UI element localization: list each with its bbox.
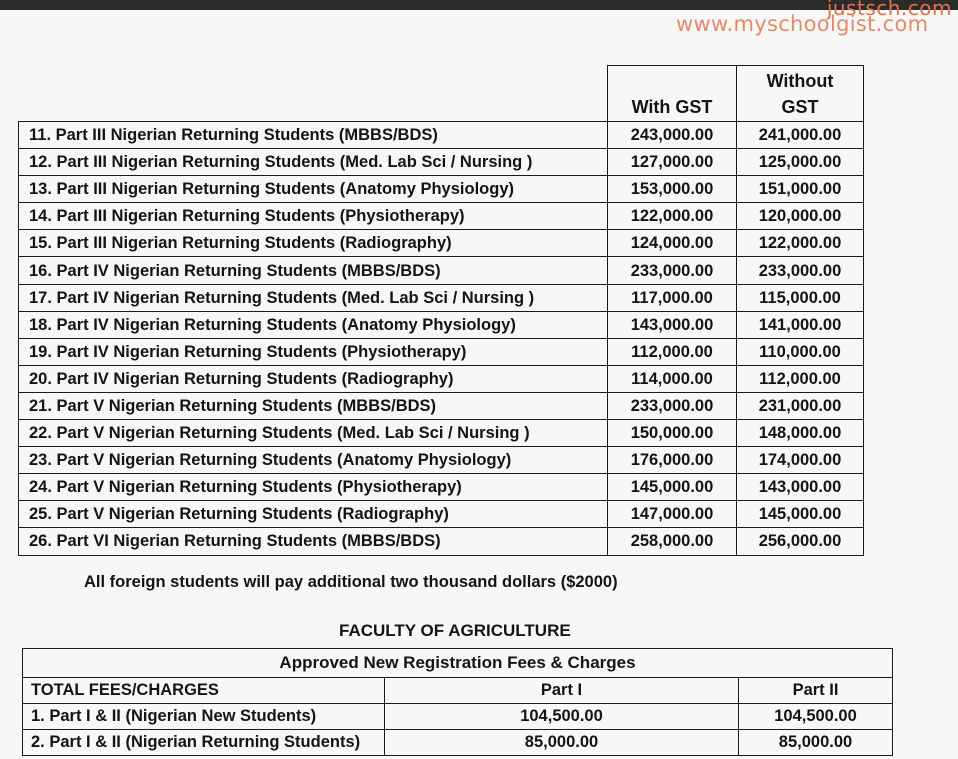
row-with-gst: 233,000.00 [608,392,737,419]
row-part-1: 104,500.00 [385,704,739,730]
row-without-gst: 110,000.00 [737,338,864,365]
row-without-gst: 145,000.00 [737,501,864,528]
header-part-2: Part II [739,678,893,704]
row-description: 19. Part IV Nigerian Returning Students (Physiotherapy) [19,338,608,365]
row-with-gst: 117,000.00 [608,284,737,311]
table-row [19,365,864,392]
header-without-gst-line2: GST [781,97,819,117]
row-with-gst: 143,000.00 [608,311,737,338]
table-row [19,284,864,311]
table-row [19,528,864,555]
agric-table-caption: Approved New Registration Fees & Charges [23,649,893,678]
table-row [19,392,864,419]
table-row [19,257,864,284]
header-blank-cell [19,66,608,122]
row-description: 16. Part IV Nigerian Returning Students (MBBS/BDS) [19,257,608,284]
table-row [19,447,864,474]
agriculture-fees-table [22,648,893,756]
header-with-gst: With GST [608,66,737,122]
row-with-gst: 243,000.00 [608,122,737,149]
row-with-gst: 112,000.00 [608,338,737,365]
table-row [19,122,864,149]
row-description: 20. Part IV Nigerian Returning Students (Radiography) [19,365,608,392]
row-without-gst: 148,000.00 [737,420,864,447]
row-without-gst: 233,000.00 [737,257,864,284]
row-description: 24. Part V Nigerian Returning Students (Physiotherapy) [19,474,608,501]
table-row [19,501,864,528]
row-description: 18. Part IV Nigerian Returning Students (Anatomy Physiology) [19,311,608,338]
table-row [19,149,864,176]
row-description: 2. Part I & II (Nigerian Returning Students) [23,730,385,756]
agric-header-row [23,678,893,704]
header-part-1: Part I [385,678,739,704]
row-with-gst: 127,000.00 [608,149,737,176]
row-with-gst: 233,000.00 [608,257,737,284]
header-total-fees: TOTAL FEES/CHARGES [23,678,385,704]
row-without-gst: 122,000.00 [737,230,864,257]
row-description: 26. Part VI Nigerian Returning Students (MBBS/BDS) [19,528,608,555]
row-with-gst: 147,000.00 [608,501,737,528]
row-with-gst: 145,000.00 [608,474,737,501]
returning-students-fees-table [18,65,864,556]
row-description: 25. Part V Nigerian Returning Students (Radiography) [19,501,608,528]
row-part-2: 85,000.00 [739,730,893,756]
top-edge-bar [0,0,958,10]
row-with-gst: 150,000.00 [608,420,737,447]
row-without-gst: 115,000.00 [737,284,864,311]
row-with-gst: 258,000.00 [608,528,737,555]
watermark-justsch: justsch.com [826,0,952,20]
table-row [19,230,864,257]
row-description: 15. Part III Nigerian Returning Students (Radiography) [19,230,608,257]
row-description: 21. Part V Nigerian Returning Students (MBBS/BDS) [19,392,608,419]
fees-header-row [19,66,864,122]
header-without-gst-line1: Without [766,71,834,91]
row-description: 22. Part V Nigerian Returning Students (Med. Lab Sci / Nursing ) [19,420,608,447]
row-description: 13. Part III Nigerian Returning Students (Anatomy Physiology) [19,176,608,203]
row-with-gst: 124,000.00 [608,230,737,257]
row-description: 17. Part IV Nigerian Returning Students (Med. Lab Sci / Nursing ) [19,284,608,311]
table-row [19,420,864,447]
row-without-gst: 120,000.00 [737,203,864,230]
table-row [23,704,893,730]
row-description: 23. Part V Nigerian Returning Students (Anatomy Physiology) [19,447,608,474]
table-row [23,730,893,756]
row-without-gst: 112,000.00 [737,365,864,392]
row-without-gst: 143,000.00 [737,474,864,501]
row-without-gst: 241,000.00 [737,122,864,149]
row-without-gst: 174,000.00 [737,447,864,474]
row-part-1: 85,000.00 [385,730,739,756]
row-description: 1. Part I & II (Nigerian New Students) [23,704,385,730]
row-part-2: 104,500.00 [739,704,893,730]
foreign-students-note: All foreign students will pay additional two thousand dollars ($2000) [84,573,618,591]
row-description: 12. Part III Nigerian Returning Students (Med. Lab Sci / Nursing ) [19,149,608,176]
agric-caption-row [23,649,893,678]
row-without-gst: 151,000.00 [737,176,864,203]
table-row [19,176,864,203]
table-row [19,474,864,501]
row-with-gst: 153,000.00 [608,176,737,203]
row-with-gst: 122,000.00 [608,203,737,230]
watermark-myschoolgist: www.myschoolgist.com [676,12,929,36]
table-row [19,311,864,338]
row-without-gst: 256,000.00 [737,528,864,555]
faculty-title: FACULTY OF AGRICULTURE [339,621,571,640]
header-without-gst [737,66,864,122]
row-with-gst: 114,000.00 [608,365,737,392]
table-row [19,338,864,365]
table-row [19,203,864,230]
row-without-gst: 141,000.00 [737,311,864,338]
row-description: 11. Part III Nigerian Returning Students (MBBS/BDS) [19,122,608,149]
row-with-gst: 176,000.00 [608,447,737,474]
row-description: 14. Part III Nigerian Returning Students (Physiotherapy) [19,203,608,230]
row-without-gst: 231,000.00 [737,392,864,419]
row-without-gst: 125,000.00 [737,149,864,176]
